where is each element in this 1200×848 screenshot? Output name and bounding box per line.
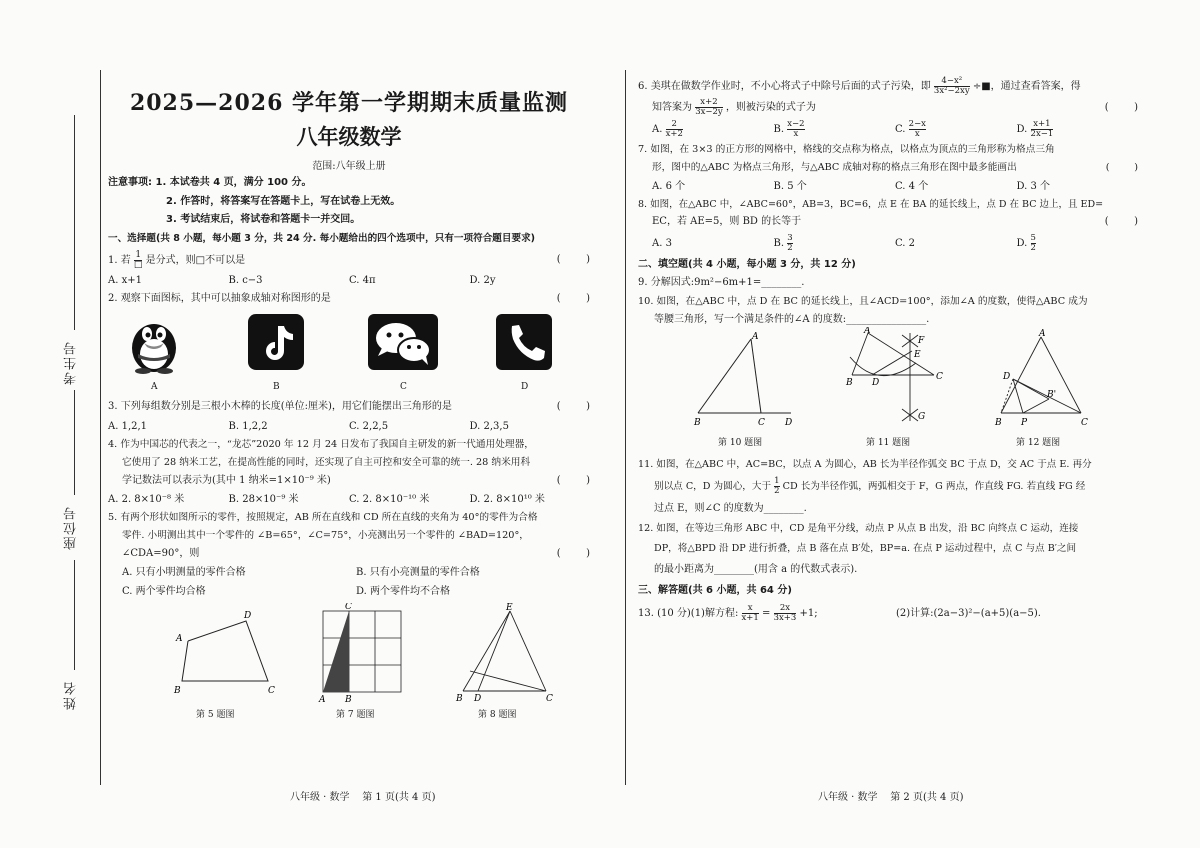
q4-option-b[interactable]: B. 28×10⁻⁹ 米 [228,494,299,506]
q7-options [638,177,1138,196]
right-figures [638,329,1138,455]
fig8-label-e: E [506,603,513,614]
q2-label-a: A [151,382,158,393]
fig12-label-bprime: B' [1047,390,1057,401]
q6-line-1 [638,76,1138,97]
q12-line-2: DP，将△BPD 沿 DP 进行折叠，点 B 落在点 B′处，BP=a. 在点 P 运动过程中，点 C 与点 B′之间 [654,542,1077,554]
q3-text: 3. 下列每组数分别是三根小木棒的长度(单位:厘米)，用它们能摆出三角形的是 [108,401,452,413]
figure-12 [993,329,1103,429]
q4-options [108,490,590,509]
exam-subtitle: 八年级数学 [296,124,402,149]
note-3: 3. 考试结束后，将试卷和答题卡一并交回。 [166,214,361,225]
fig10-label-c: C [758,418,765,429]
q4-line-3 [108,472,590,491]
fig12-label-a: A [1039,329,1046,340]
fig5-label-a: A [176,634,183,645]
fig12-label-b: B [995,418,1002,429]
q11-line-1: 11. 如图，在△ABC 中，AC=BC，以点 A 为圆心，AB 长为半径作弧交 BC 于点 D，交 AC 于点 E. 再分 [638,459,1092,471]
q2-label-b: B [273,382,280,393]
q2-text: 2. 观察下面图标，其中可以抽象成轴对称图形的是 [108,292,331,304]
q8-b-num: 3 [787,233,793,244]
q1-text: 1. 若 [108,255,131,267]
fig11-label-d: D [872,378,880,389]
q6-option-b[interactable]: B. $\frac{x-2}{x}$ [773,119,805,139]
q8-options [638,232,1138,256]
q4-line-2: 它使用了 28 纳米工艺，在提高性能的同时，还实现了自主可控和安全可靠的统一. 28 纳米用科 [122,456,531,468]
q6-option-a[interactable]: A. $\frac{2}{x+2}$ [652,119,683,139]
fig11-label-a: A [864,327,871,337]
page-2 [638,76,1138,627]
q12-line-1: 12. 如图，在等边三角形 ABC 中，CD 是角平分线，动点 P 从点 B 出发，沿 BC 向终点 C 运动，连接 [638,522,1079,534]
q8-option-b[interactable]: B. $\frac{3}{2}$ [773,233,793,253]
q6-text-2: ÷■，通过查看答案，得 [972,81,1081,92]
q11-frac-num: 1 [774,475,780,486]
q13-part-1-text: 13. (10 分)(1)解方程: [638,607,739,619]
q3-option-a[interactable]: A. 1,2,1 [108,420,148,432]
q1-option-d[interactable]: D. 2y [469,274,496,286]
q7-option-b[interactable]: B. 5 个 [773,180,807,192]
q1-options [108,271,590,290]
q2-answer-paren[interactable]: ( ) [556,292,590,304]
q2-label-c: C [400,382,407,393]
q5-line-1: 5. 有两个形状如图所示的零件，按照规定，AB 所在直线和 CD 所在直线的夹角为 40°的零件为合格 [108,512,538,524]
q5-line-3 [108,545,590,564]
q6-fraction-2 [695,98,723,117]
figure-11-caption: 第 11 题图 [866,438,911,449]
q6-option-c[interactable]: C. $\frac{2-x}{x}$ [895,119,926,139]
section-1-heading: 一、选择题(共 8 小题，每小题 3 分，共 24 分. 每小题给出的四个选项中，只有一项符合题目要求) [108,232,536,244]
fig11-label-c: C [936,372,943,383]
notes [108,174,590,193]
page-1-footer: 八年级 · 数学 第 1 页(共 4 页) [290,792,436,803]
q3-answer-paren[interactable]: ( ) [556,401,590,413]
q6-frac1-num: 4−x² [934,77,970,87]
q7-option-c[interactable]: C. 4 个 [895,180,929,192]
q5-option-b[interactable]: B. 只有小亮测量的零件合格 [356,567,480,579]
q6-answer-paren[interactable]: ( ) [1104,102,1138,113]
fig8-label-b: B [456,694,463,704]
q11-line-2 [638,476,1138,498]
q2-label-d: D [521,382,529,393]
q11-fraction [774,477,779,496]
fig7-label-b: B [345,695,352,704]
q8-b-den: 2 [787,242,793,253]
fig12-label-c: C [1081,418,1088,429]
phone-icon[interactable] [496,314,552,370]
exam-title: 2025—2026 学年第一学期期末质量监测 [129,90,569,116]
q1-fraction [134,251,143,270]
q5-line-3-text: ∠CDA=90°，则 [122,547,200,559]
q3-option-d[interactable]: D. 2,3,5 [469,420,509,432]
q1-answer-paren[interactable]: ( ) [556,254,590,266]
q6-c-den: x [914,129,920,139]
question-3 [108,398,590,417]
figure-12-caption: 第 12 题图 [1016,438,1061,449]
q13-f1-num: x [742,604,759,614]
q13-f1-den: x+1 [741,612,759,623]
q13-f2-den: 3x+3 [773,612,797,623]
q7-option-d[interactable]: D. 3 个 [1016,180,1051,192]
q11-text-2: CD 长为半径作弧，两弧相交于 F，G 两点，作直线 FG. 若直线 FG 经 [782,480,1086,492]
q7-option-a[interactable]: A. 6 个 [652,180,686,192]
fig12-label-d: D [1003,372,1011,383]
section-3-heading: 三、解答题(共 6 小题，共 64 分) [638,584,792,596]
q6-d-num: x+1 [1031,120,1054,130]
question-1 [108,251,590,271]
q1-frac-box: □ [133,260,143,271]
q10-line-2: 等腰三角形，写一个满足条件的∠A 的度数:________________. [654,313,930,325]
fig10-label-a: A [752,332,759,343]
q6-text-4: ，则被污染的式子为 [725,102,816,113]
q6-d-den: 2x−1 [1030,129,1054,139]
q13-fraction-2 [774,604,797,623]
q5-option-d[interactable]: D. 两个零件均不合格 [356,586,451,598]
q13-equals: = [762,607,771,619]
q6-options [638,118,1138,141]
q3-options [108,417,590,436]
q4-option-a[interactable]: A. 2. 8×10⁻⁸ 米 [108,494,185,506]
q4-option-d[interactable]: D. 2. 8×10¹⁰ 米 [469,494,545,506]
seat-number-line[interactable] [74,390,75,495]
fig7-label-a: A [319,695,326,704]
fig11-label-e: E [914,350,921,361]
figure-7-caption: 第 7 题图 [336,710,375,721]
q5-answer-paren[interactable]: ( ) [556,547,590,559]
q6-option-d[interactable]: D. $\frac{x+1}{2x-1}$ [1016,119,1054,139]
q4-line-3-text: 学记数法可以表示为(其中 1 纳米=1×10⁻⁹ 米) [122,474,331,486]
note-1: 1. 本试卷共 4 页，满分 100 分。 [155,177,312,188]
fig11-label-b: B [846,378,853,389]
q5-options-row-1 [108,563,590,582]
q6-b-den: x [793,129,799,139]
q8-line-2-text: EC，若 AE=5，则 BD 的长等于 [652,216,802,228]
q7-line-2 [638,159,1138,177]
fig5-label-d: D [244,611,252,622]
figure-8-caption: 第 8 题图 [478,710,517,721]
q6-c-num: 2−x [908,119,926,130]
q6-text-1: 6. 美琪在做数学作业时，不小心将式子中除号后面的式子污染，即 [638,81,931,92]
q8-line-1: 8. 如图，在△ABC 中，∠ABC=60°，AB=3，BC=6，点 E 在 BA 的延长线上，点 D 在 BC 边上，且 ED= [638,198,1104,210]
q6-a-den: x+2 [665,129,683,139]
q1-option-c[interactable]: C. 4π [349,274,376,286]
music-note-icon[interactable] [248,314,304,370]
q13-fraction-1 [742,604,759,623]
q12-line-3: 的最小距离为________(用含 a 的代数式表示). [654,563,858,575]
notes-label: 注意事项: [108,177,152,188]
q6-fraction-1 [934,77,970,96]
q6-a-num: 2 [666,120,683,130]
name-label: 姓名 [64,680,79,710]
q4-option-c[interactable]: C. 2. 8×10⁻¹⁰ 米 [349,494,430,506]
q4-line-1: 4. 作为中国芯的代表之一，“龙芯”2020 年 12 月 24 日发布了我国自主研发的新一代通用处理器， [108,438,534,450]
q8-answer-paren[interactable]: ( ) [1104,216,1138,228]
q6-line-2 [638,97,1138,118]
exam-range: 范围:八年级上册 [312,161,386,172]
q1-frac-num: 1 [135,250,142,261]
chat-bubbles-icon[interactable] [368,314,438,370]
q7-line-1: 7. 如图，在 3×3 的正方形的网格中，格线的交点称为格点，以格点为顶点的三角形称为格点三角 [638,144,1055,155]
question-13 [638,601,1138,627]
q6-frac2-num: x+2 [695,98,723,108]
question-9: 9. 分解因式:9m²−6m+1=________. [638,277,805,289]
q8-option-a[interactable]: A. 3 [652,237,672,249]
q5-option-a[interactable]: A. 只有小明测量的零件合格 [122,567,246,579]
q7-line-2-text: 形，图中的△ABC 为格点三角形，与△ABC 成轴对称的格点三角形在图中最多能画出 [652,161,1017,173]
q6-b-num: x−2 [787,119,805,130]
q2-icons [108,308,590,398]
q11-frac-den: 2 [774,485,780,496]
fig10-label-d: D [785,418,793,429]
left-figures [108,603,590,723]
binding-dashed-line [100,70,101,785]
figure-7 [313,603,413,703]
q8-option-c[interactable]: C. 2 [895,237,916,249]
q4-answer-paren[interactable]: ( ) [556,474,590,486]
q3-option-b[interactable]: B. 1,2,2 [228,420,268,432]
seat-number-label: 座位号 [64,505,79,550]
section-2-heading: 二、填空题(共 4 小题，每小题 3 分，共 12 分) [638,258,856,270]
q13-part-2-text: (2)计算:(2a−3)²−(a+5)(a−5). [896,607,1041,619]
page-2-footer: 八年级 · 数学 第 2 页(共 4 页) [818,792,964,803]
fig11-label-f: F [918,336,925,347]
figure-5 [168,609,278,699]
exam-number-label: 考生号 [64,340,79,385]
exam-number-line[interactable] [74,115,75,330]
fig8-label-c: C [546,694,553,704]
question-2 [108,290,590,309]
q3-option-c[interactable]: C. 2,2,5 [349,420,389,432]
q8-line-2 [638,213,1138,232]
fig8-label-d: D [474,694,482,704]
q11-text-1: 别以点 C，D 为圆心，大于 [654,480,772,492]
fig11-label-g: G [918,412,926,423]
q7-answer-paren[interactable]: ( ) [1105,161,1138,173]
figure-5-caption: 第 5 题图 [196,710,235,721]
q8-option-d[interactable]: D. $\frac{5}{2}$ [1016,233,1036,253]
q13-tail: +1; [799,607,818,619]
figure-10-caption: 第 10 题图 [718,438,763,449]
figure-10 [686,329,796,429]
fig5-label-c: C [268,686,275,697]
fig10-label-b: B [694,418,701,429]
q13-f2-num: 2x [774,604,797,614]
q6-frac1-den: 3x²−2xy [933,86,970,96]
penguin-icon[interactable] [126,314,182,374]
q1-option-b[interactable]: B. c−3 [228,274,263,286]
note-2: 2. 作答时，将答案写在答题卡上，写在试卷上无效。 [166,195,401,207]
figure-11 [838,327,948,427]
q8-d-num: 5 [1030,233,1036,244]
q10-line-1: 10. 如图，在△ABC 中，点 D 在 BC 的延长线上，且∠ACD=100°，添加∠A 的度数，使得△ABC 成为 [638,295,1088,307]
q6-text-3: 知答案为 [652,102,692,113]
page-1 [108,70,590,723]
q1-text-2: 是分式，则□不可以是 [145,255,246,267]
fig12-label-p: P [1021,418,1028,429]
page-divider [625,70,626,785]
q5-line-2: 零件. 小明测出其中一个零件的 ∠B=65°，∠C=75°，小亮测出另一个零件的 ∠BAD=120°， [122,530,529,542]
q5-option-c[interactable]: C. 两个零件均合格 [122,586,206,598]
figure-8 [448,603,558,703]
q5-options-row-2 [108,582,590,601]
name-line[interactable] [74,560,75,670]
fig5-label-b: B [174,686,181,697]
q1-option-a[interactable]: A. x+1 [108,274,142,286]
q11-line-3: 过点 E，则∠C 的度数为________. [654,502,807,514]
q6-frac2-den: 3x−2y [695,107,723,117]
q8-d-den: 2 [1030,242,1036,253]
fig7-label-c: C [345,603,352,613]
